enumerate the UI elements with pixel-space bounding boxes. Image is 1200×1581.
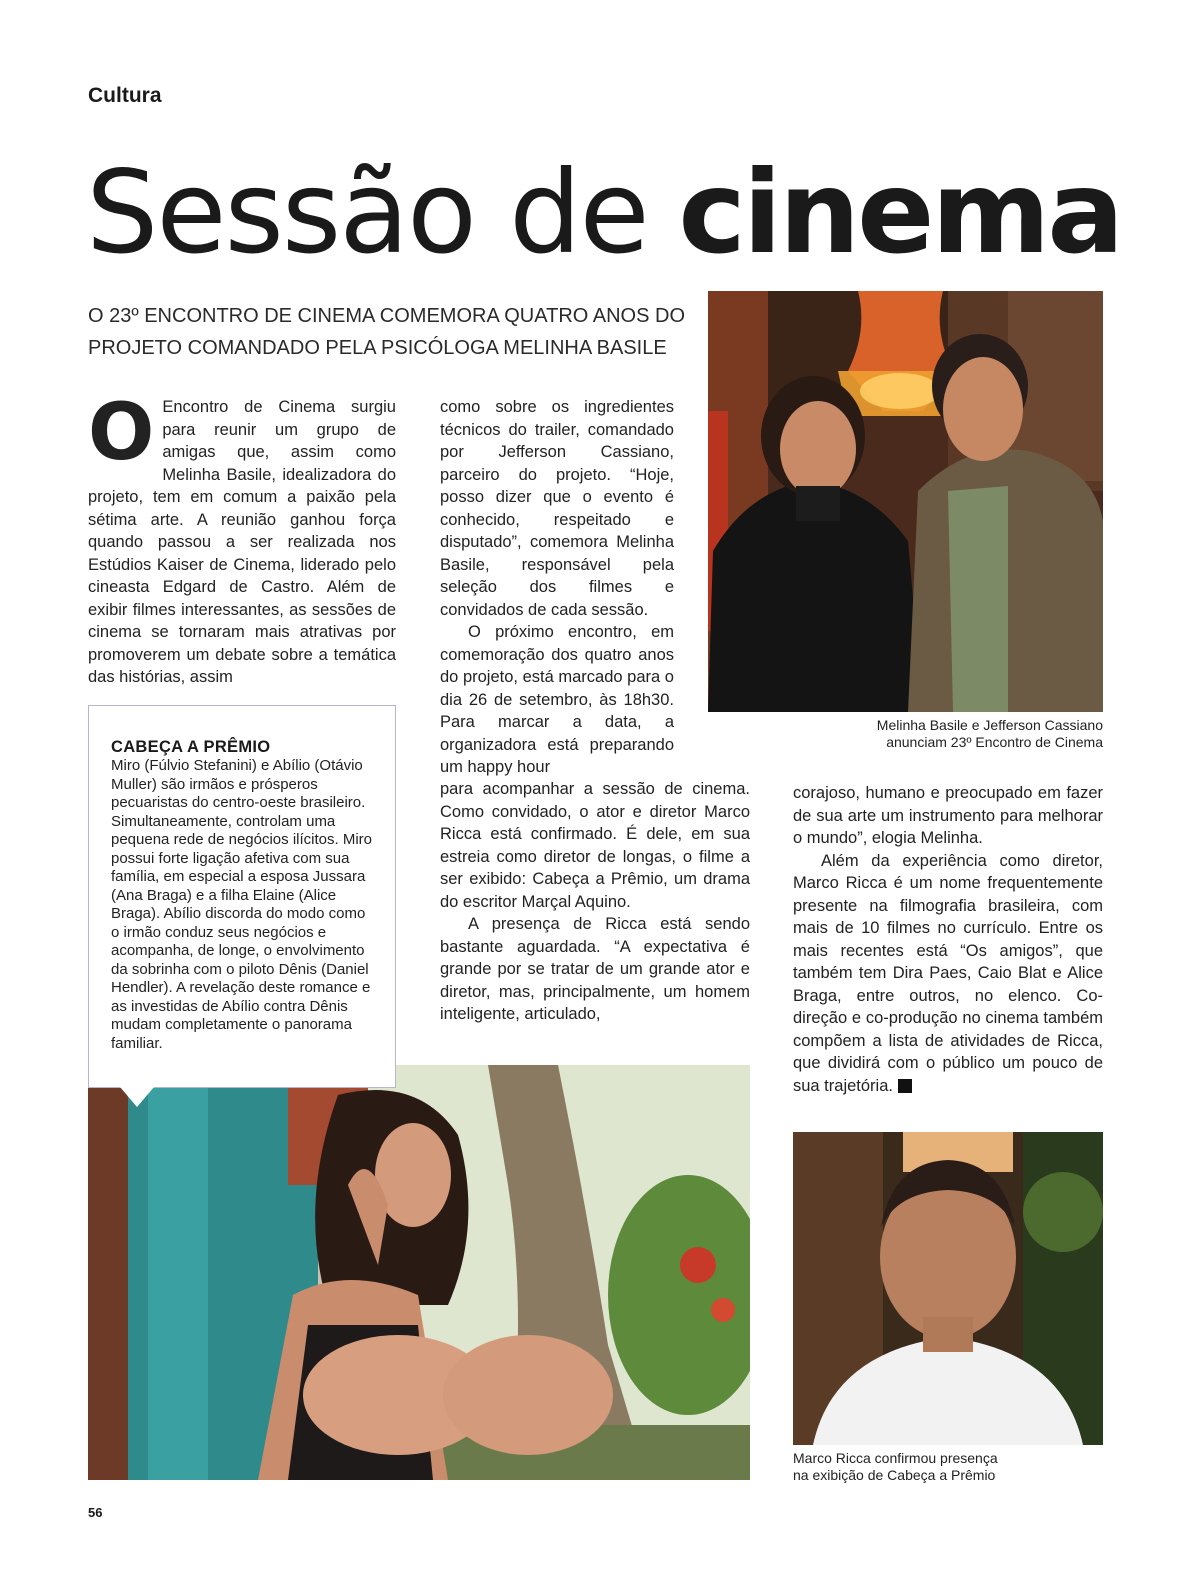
page-number: 56 — [88, 1505, 103, 1520]
end-mark-icon: r — [898, 1079, 912, 1093]
headline — [86, 148, 1121, 279]
sidebar-title: CABEÇA A PRÊMIO — [111, 738, 271, 756]
subtitle-line-1: O 23º ENCONTRO DE CINEMA COMEMORA QUATRO ANOS DO — [88, 305, 686, 327]
column-2-lower-paragraph-1: para acompanhar a sessão de cinema. Como convidado, o ator e diretor Marco Ricca está confirmado. É dele, em sua estreia como diretor de longas, o filme a ser exibido: Cabeça a Prêmio, um drama do escritor Marçal Aquino. — [440, 780, 750, 911]
article-column-3 — [793, 782, 1103, 1097]
photo1-caption — [760, 717, 1103, 751]
column-2-lower-paragraph-2: A presença de Ricca está sendo bastante aguardada. “A expectativa é grande por se tratar de um grande ator e diretor, mas, principalmente, um homem inteligente, articulado, — [440, 915, 750, 1023]
subtitle — [88, 300, 688, 364]
column-3-paragraph-1: corajoso, humano e preocupado em fazer de sua arte um instrumento para melhorar o mundo”, elogia Melinha. — [793, 784, 1103, 847]
column-2-paragraph-2: O próximo encontro, em comemoração dos quatro anos do projeto, está marcado para o dia 26 de setembro, às 18h30. Para marcar a data, a organizadora está preparando um happy hour — [440, 623, 674, 776]
sidebar-pointer — [120, 1087, 154, 1107]
photo3-caption — [793, 1450, 1103, 1484]
subtitle-line-2: PROJETO COMANDADO PELA PSICÓLOGA MELINHA BASILE — [88, 337, 667, 359]
column-2-paragraph-1: como sobre os ingredientes técnicos do trailer, comandado por Jefferson Cassiano, parceiro do projeto. “Hoje, posso dizer que o evento é conhecido, respeitado e disputado”, comemora Melinha Basile, responsável pela seleção dos filmes e convidados de cada sessão. — [440, 398, 674, 619]
dropcap: O — [88, 388, 155, 478]
photo1-caption-line-2: anunciam 23º Encontro de Cinema — [886, 734, 1103, 750]
article-column-2-lower — [440, 778, 750, 1026]
column-3-paragraph-2: Além da experiência como diretor, Marco Ricca é um nome frequentemente presente na filmografia brasileira, com mais de 10 filmes no currículo. Entre os mais recentes está “Os amigos”, que também tem Dira Paes, Caio Blat e Alice Braga, entre outros, no elenco. Co-direção e co-produção no cinema também compõem a lista de atividades de Ricca, que dividirá com o público um pouco de sua trajetória. — [793, 851, 1103, 1095]
column-1-text: Encontro de Cinema surgiu para reunir um grupo de amigas que, assim como Melinha Basile, idealizadora do projeto, tem em comum a paixão pela sétima arte. A reunião ganhou força quando passou a ser realizada nos Estúdios Kaiser de Cinema, liderado pelo cineasta Edgard de Castro. Além de exibir filmes interessantes, as sessões de cinema se tornaram mais atrativas por promoverem um debate sobre a temática das histórias, assim — [88, 398, 396, 686]
headline-bold: cinema — [678, 146, 1122, 279]
section-label: Cultura — [88, 84, 162, 107]
photo-film-still — [88, 1065, 750, 1480]
sidebar-box — [88, 705, 396, 1088]
headline-light: Sessão de — [86, 146, 648, 279]
photo1-caption-line-1: Melinha Basile e Jefferson Cassiano — [876, 717, 1103, 733]
photo3-caption-line-1: Marco Ricca confirmou presença — [793, 1450, 998, 1466]
photo-marco-ricca — [793, 1132, 1103, 1445]
sidebar-text: Miro (Fúlvio Stefanini) e Abílio (Otávio Muller) são irmãos e prósperos pecuaristas do centro-oeste brasileiro. Simultaneamente, controlam uma pequena rede de negócios ilícitos. Miro possui forte ligação afetiva com sua família, em especial a esposa Jussara (Ana Braga) e a filha Elaine (Alice Braga). Abílio discorda do modo como o irmão conduz seus negócios e acompanha, de longe, o envolvimento da sobrinha com o piloto Dênis (Daniel Hendler). A revelação deste romance e as investidas de Abílio contra Dênis mudam completamente o panorama familiar. — [111, 757, 372, 1052]
photo3-caption-line-2: na exibição de Cabeça a Prêmio — [793, 1467, 996, 1483]
article-column-1 — [88, 388, 396, 689]
article-column-2 — [440, 396, 674, 779]
photo-melinha-jefferson — [708, 291, 1103, 712]
